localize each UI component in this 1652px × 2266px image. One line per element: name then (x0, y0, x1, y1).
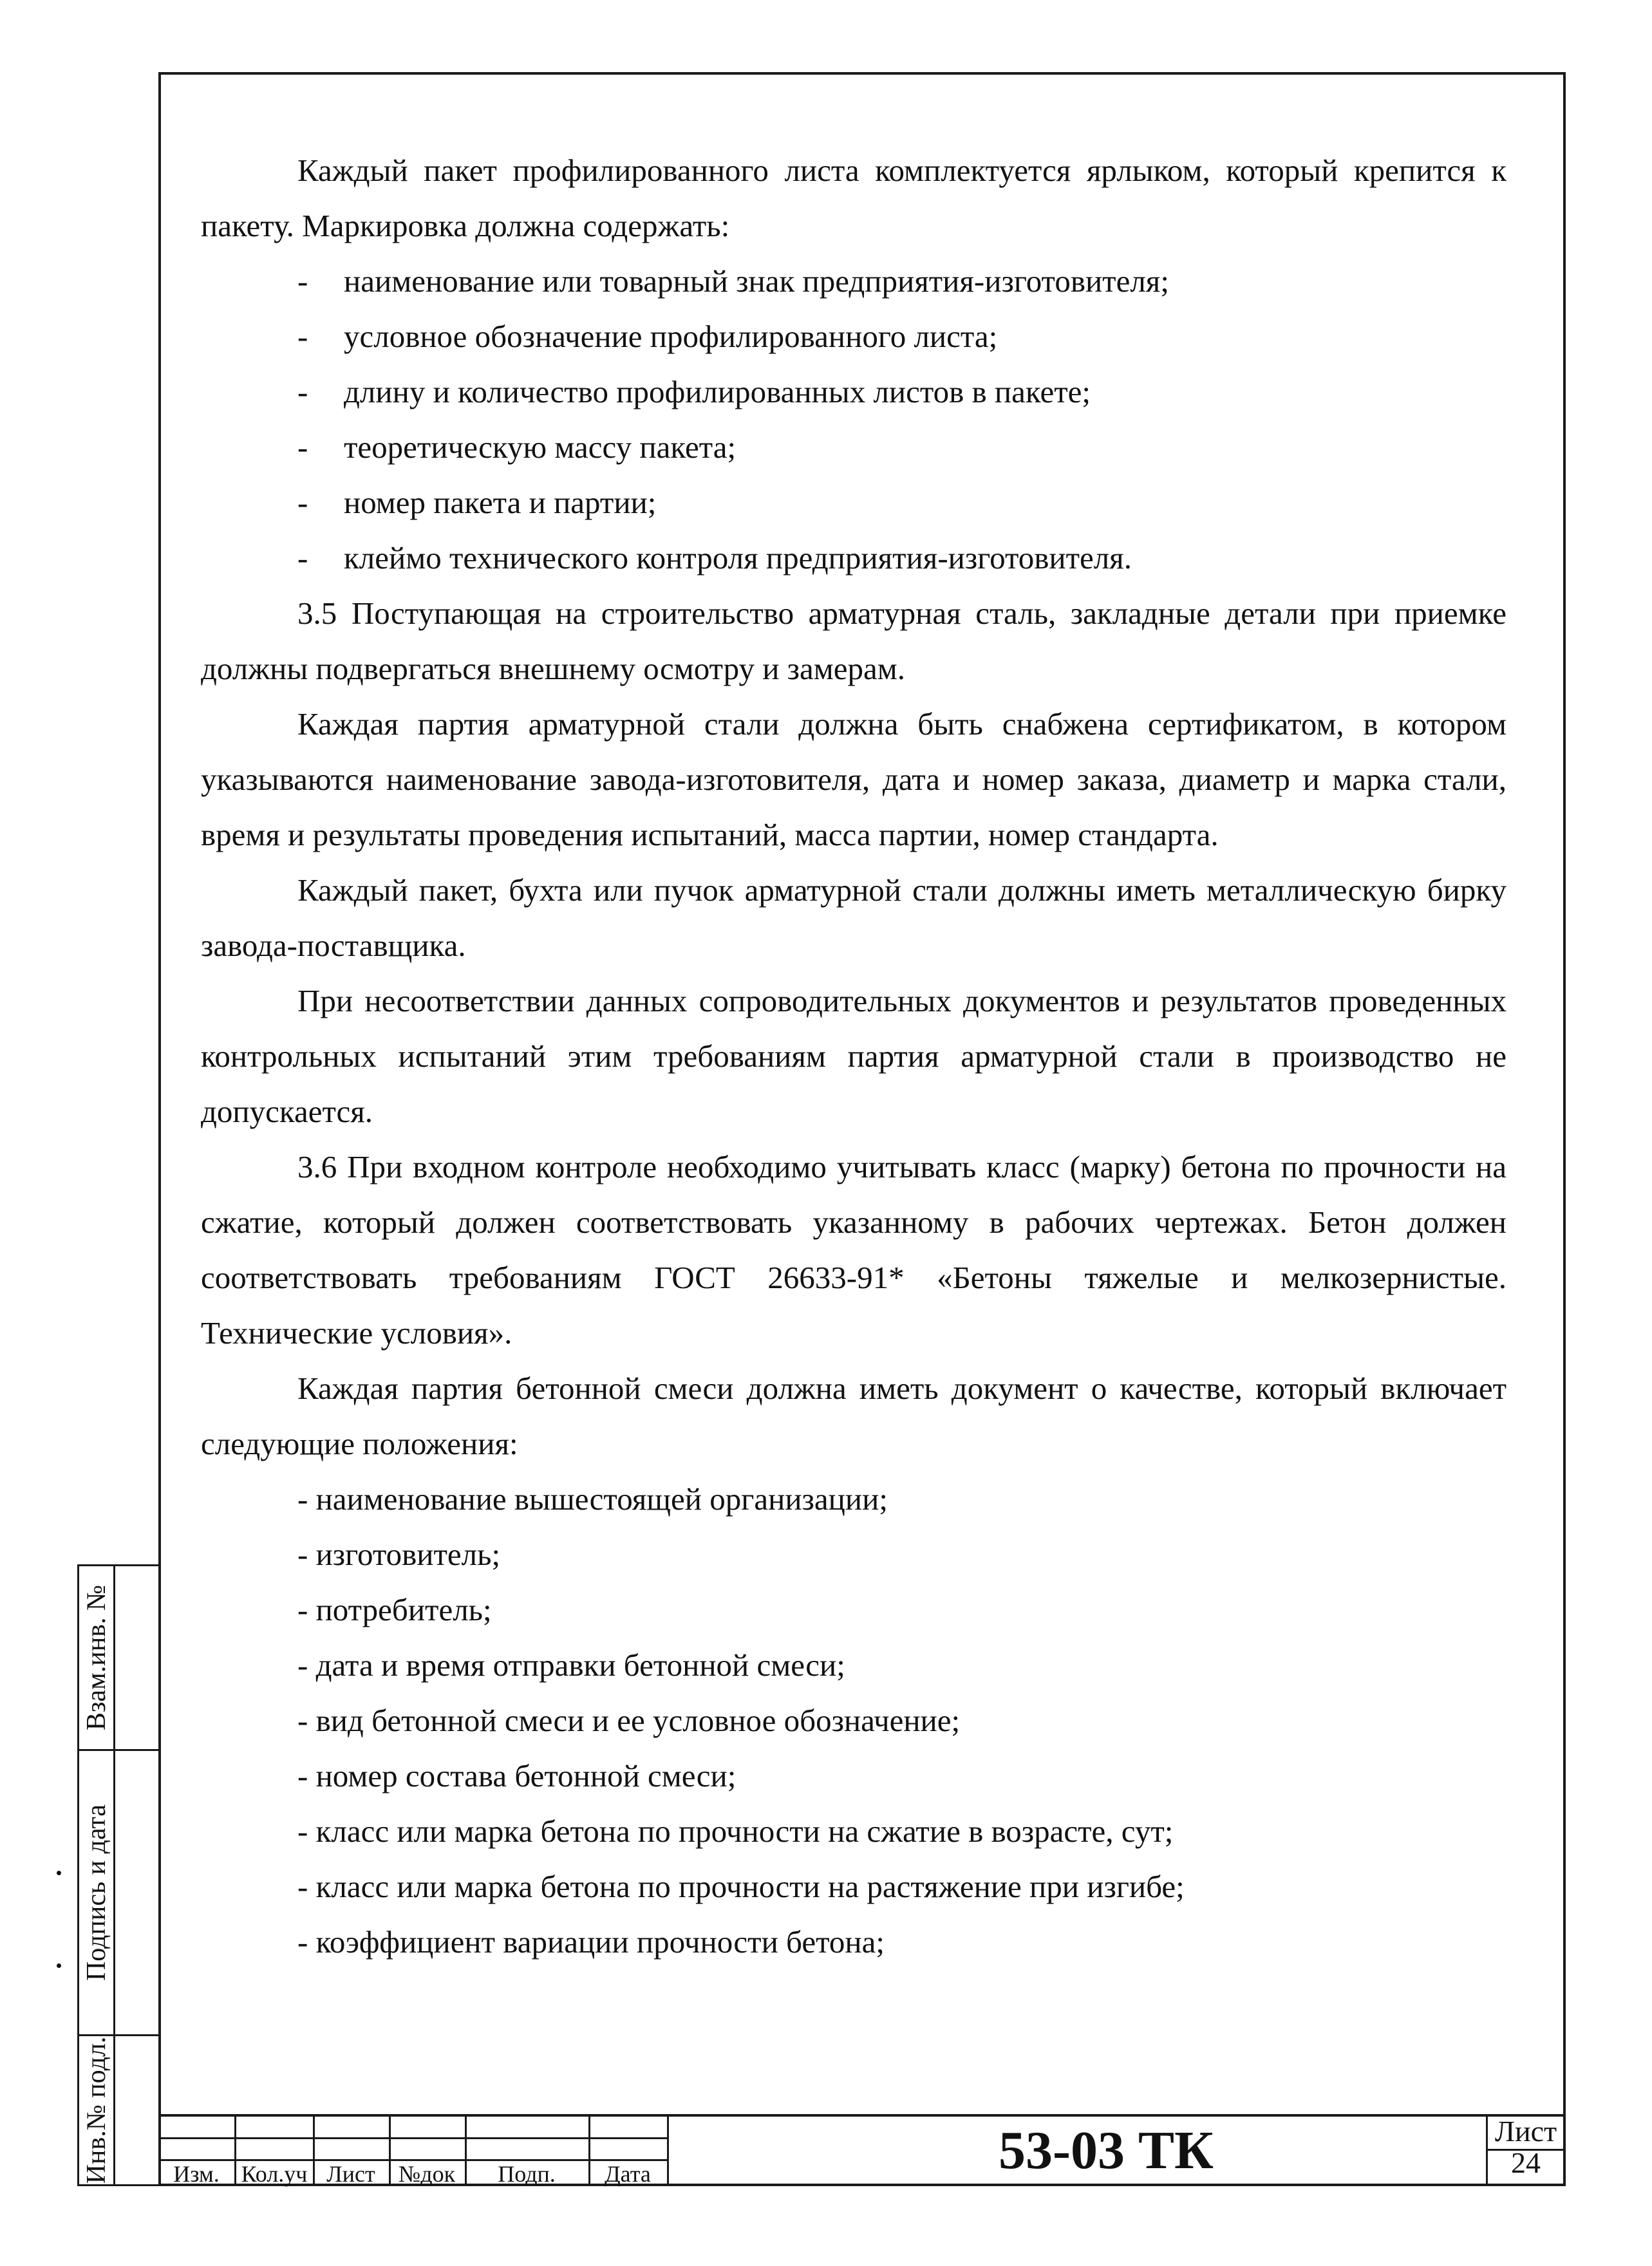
list-item: - клеймо технического контроля предприятия-изготовителя. (297, 540, 1132, 576)
list-item: - условное обозначение профилированного листа; (297, 319, 998, 354)
side-label-inv-original: Инв.№ подл. (81, 2036, 111, 2184)
list-item: - класс или марка бетона по прочности на растяжение при изгибе; (297, 1869, 1185, 1904)
margin-mark (57, 1963, 61, 1968)
side-box-signature-date (77, 1749, 158, 2036)
document-code: 53-03 ТК (999, 2121, 1214, 2180)
list-item: - номер пакета и партии; (297, 485, 657, 520)
side-label-replaced-inv: Взам.инв. № (81, 1584, 111, 1731)
paragraph-nonconformity: При несоответствии данных сопроводительных документов и результатов проведенных контрольных испытаний этим требованиям партия арматурной стали в производство не допускается. (201, 983, 1507, 1129)
list-item: - дата и время отправки бетонной смеси; (297, 1647, 845, 1683)
stamp-header-sheet: Лист (326, 2161, 375, 2187)
sheet-label: Лист (1494, 2115, 1557, 2148)
list-item: - изготовитель; (297, 1537, 501, 1572)
list-item: - номер состава бетонной смеси; (297, 1758, 737, 1793)
paragraph-tag: Каждый пакет, бухта или пучок арматурной стали должны иметь металлическую бирку завода-поставщика. (201, 872, 1507, 963)
paragraph-certificate: Каждая партия арматурной стали должна быть снабжена сертификатом, в котором указываются наименование завода-изготовителя, дата и номер заказа, диаметр и марка стали, время и результаты проведения испытаний, масса партии, номер стандарта. (201, 706, 1507, 852)
side-box-replaced-inv (77, 1564, 158, 1751)
margin-mark (57, 1871, 61, 1875)
stamp-top-line (158, 2114, 1566, 2117)
side-label-signature-date: Подпись и дата (81, 1804, 111, 1981)
list-item: - наименование вышестоящей организации; (297, 1481, 888, 1517)
paragraph-quality-document: Каждая партия бетонной смеси должна иметь документ о качестве, который включает следующие положения: (201, 1371, 1507, 1461)
stamp-header-count: Кол.уч (241, 2161, 308, 2187)
list-item: - коэффициент вариации прочности бетона; (297, 1924, 885, 1960)
sheet-number: 24 (1511, 2146, 1541, 2179)
stamp-header-doc-number: №док (398, 2161, 456, 2187)
list-item: - вид бетонной смеси и ее условное обозначение; (297, 1703, 961, 1738)
stamp-header-change: Изм. (173, 2161, 220, 2187)
list-item: - наименование или товарный знак предприятия-изготовителя; (297, 263, 1169, 299)
list-item: - класс или марка бетона по прочности на сжатие в возрасте, сут; (297, 1813, 1174, 1849)
side-box-inv-original (77, 2034, 158, 2186)
title-block (158, 2114, 1566, 2186)
stamp-header-signature: Подп. (498, 2161, 556, 2187)
list-item: - длину и количество профилированных листов в пакете; (297, 374, 1091, 409)
paragraph-marking-intro: Каждый пакет профилированного листа комплектуется ярлыком, который крепится к пакету. Маркировка должна содержать: (201, 153, 1507, 243)
stamp-header-date: Дата (605, 2161, 651, 2187)
document-body (201, 143, 1507, 1970)
paragraph-3-6: 3.6 При входном контроле необходимо учитывать класс (марку) бетона по прочности на сжатие, который должен соответствовать указанному в рабочих чертежах. Бетон должен соответствовать требованиям ГОСТ 26633-91* «Бетоны тяжелые и мелкозернистые. Технические условия». (201, 1149, 1507, 1351)
list-item: - теоретическую массу пакета; (297, 429, 737, 465)
paragraph-3-5: 3.5 Поступающая на строительство арматурная сталь, закладные детали при приемке должны подвергаться внешнему осмотру и замерам. (201, 595, 1507, 686)
list-item: - потребитель; (297, 1592, 492, 1627)
